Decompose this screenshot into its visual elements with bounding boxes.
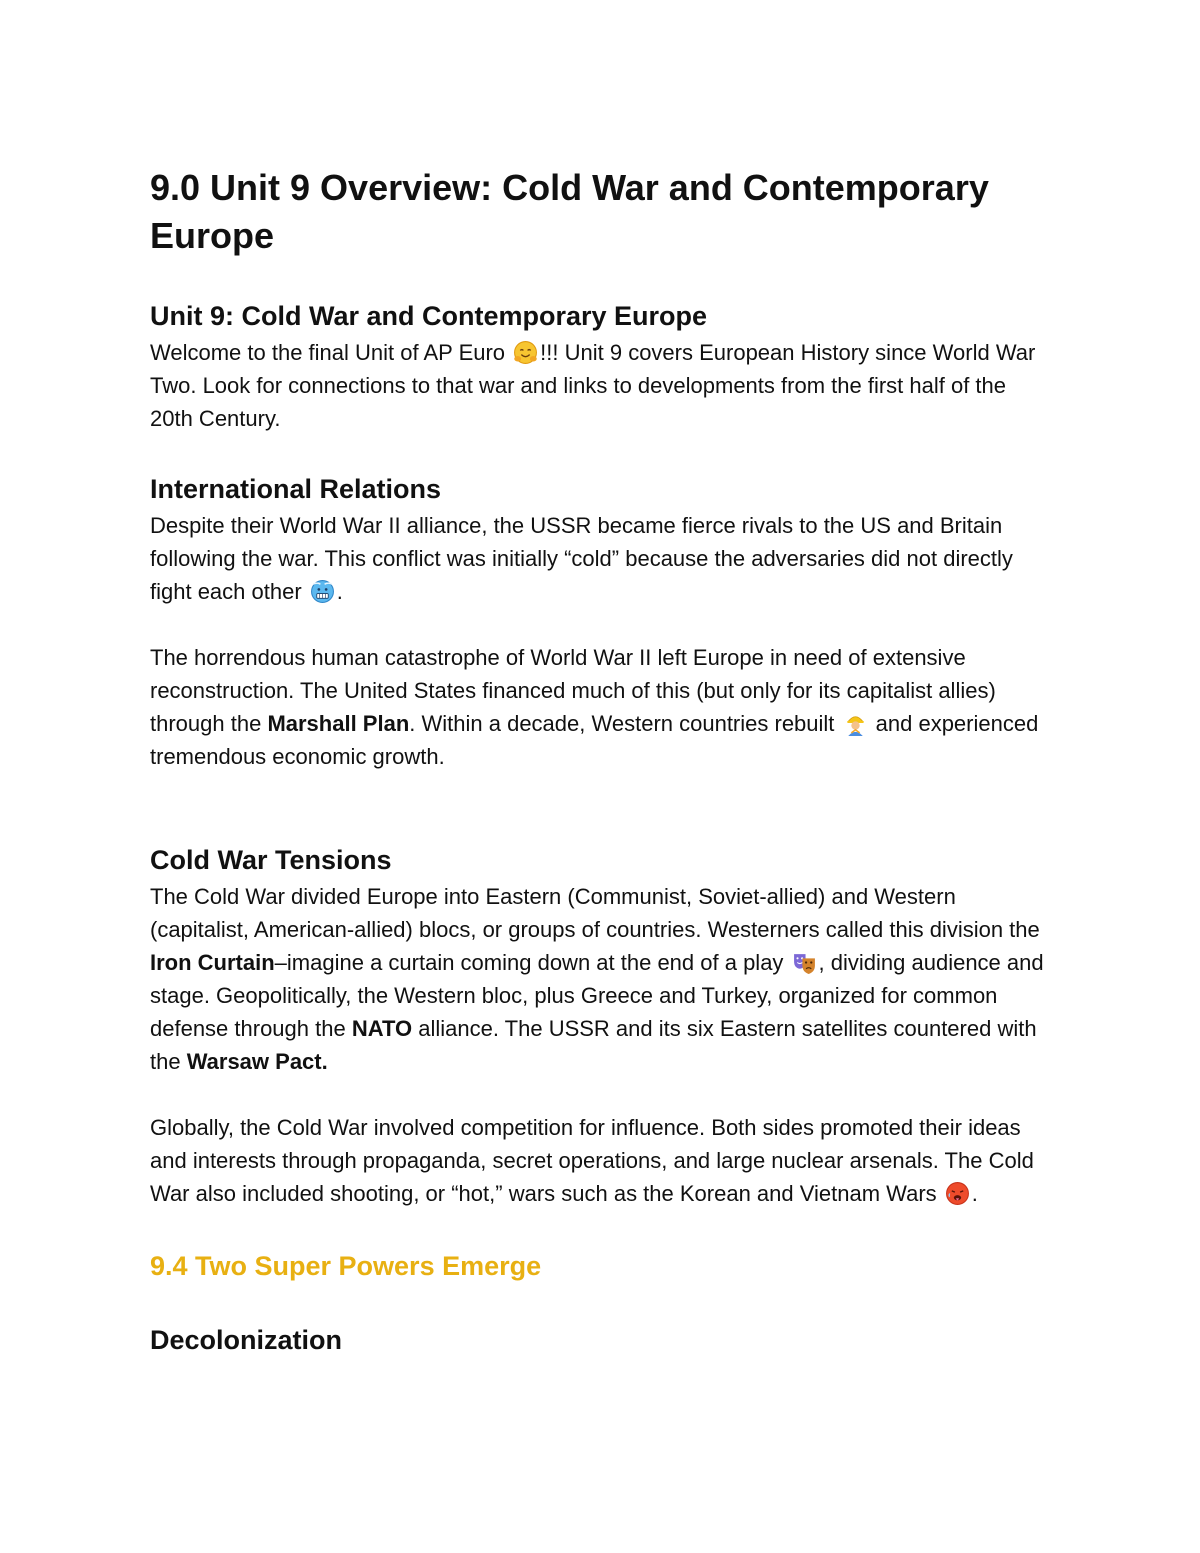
hot-face-emoji-icon [945, 1181, 970, 1206]
iron-curtain-term: Iron Curtain [150, 950, 275, 975]
international-paragraph-2: The horrendous human catastrophe of World War II left Europe in need of extensive reconstruction. The United States financed much of this (but only for its capitalist allies) through the Marshall Plan. Within a decade, Western countries rebuilt and experienced tremendous economic growth. [150, 645, 1039, 769]
unit-intro-paragraph: Welcome to the final Unit of AP Euro !!! Unit 9 covers European History since World War Two. Look for connections to that war and links to developments from the first half of the 20th Century. [150, 340, 1036, 431]
cold-war-tensions-heading: Cold War Tensions [150, 845, 392, 875]
page-title: 9.0 Unit 9 Overview: Cold War and Contemporary Europe [150, 167, 989, 256]
tensions-paragraph-1: The Cold War divided Europe into Eastern (Communist, Soviet-allied) and Western (capitalist, American-allied) blocs, or groups of countries. Westerners called this division the Iron Curtain–imagine a curtain coming down at the end of a play , dividing audience and stage. Geopolitically, the Western bloc, plus Greece and Turkey, organized for common defense through the NATO alliance. The USSR and its six Eastern satellites countered with the Warsaw Pact. [150, 884, 1044, 1074]
construction-worker-emoji-icon [843, 711, 868, 736]
performing-arts-emoji-icon [792, 950, 817, 975]
cold-face-emoji-icon [310, 579, 335, 604]
decolonization-heading: Decolonization [150, 1325, 343, 1355]
tensions-paragraph-2: Globally, the Cold War involved competition for influence. Both sides promoted their ideas and interests through propaganda, secret operations, and large nuclear arsenals. The Cold War also included shooting, or “hot,” wars such as the Korean and Vietnam Wars . [150, 1115, 1034, 1206]
document-content [150, 164, 1050, 1358]
international-relations-heading: International Relations [150, 474, 442, 504]
hugging-face-emoji-icon [513, 340, 538, 365]
unit-heading: Unit 9: Cold War and Contemporary Europe [150, 301, 708, 331]
international-paragraph-1: Despite their World War II alliance, the USSR became fierce rivals to the US and Britain following the war. This conflict was initially “cold” because the adversaries did not directly fight each other . [150, 513, 1013, 604]
warsaw-pact-term: Warsaw Pact. [186, 1049, 328, 1074]
marshall-plan-term: Marshall Plan [267, 711, 410, 736]
section-9-4-heading: 9.4 Two Super Powers Emerge [150, 1251, 542, 1281]
nato-term: NATO [351, 1016, 413, 1041]
